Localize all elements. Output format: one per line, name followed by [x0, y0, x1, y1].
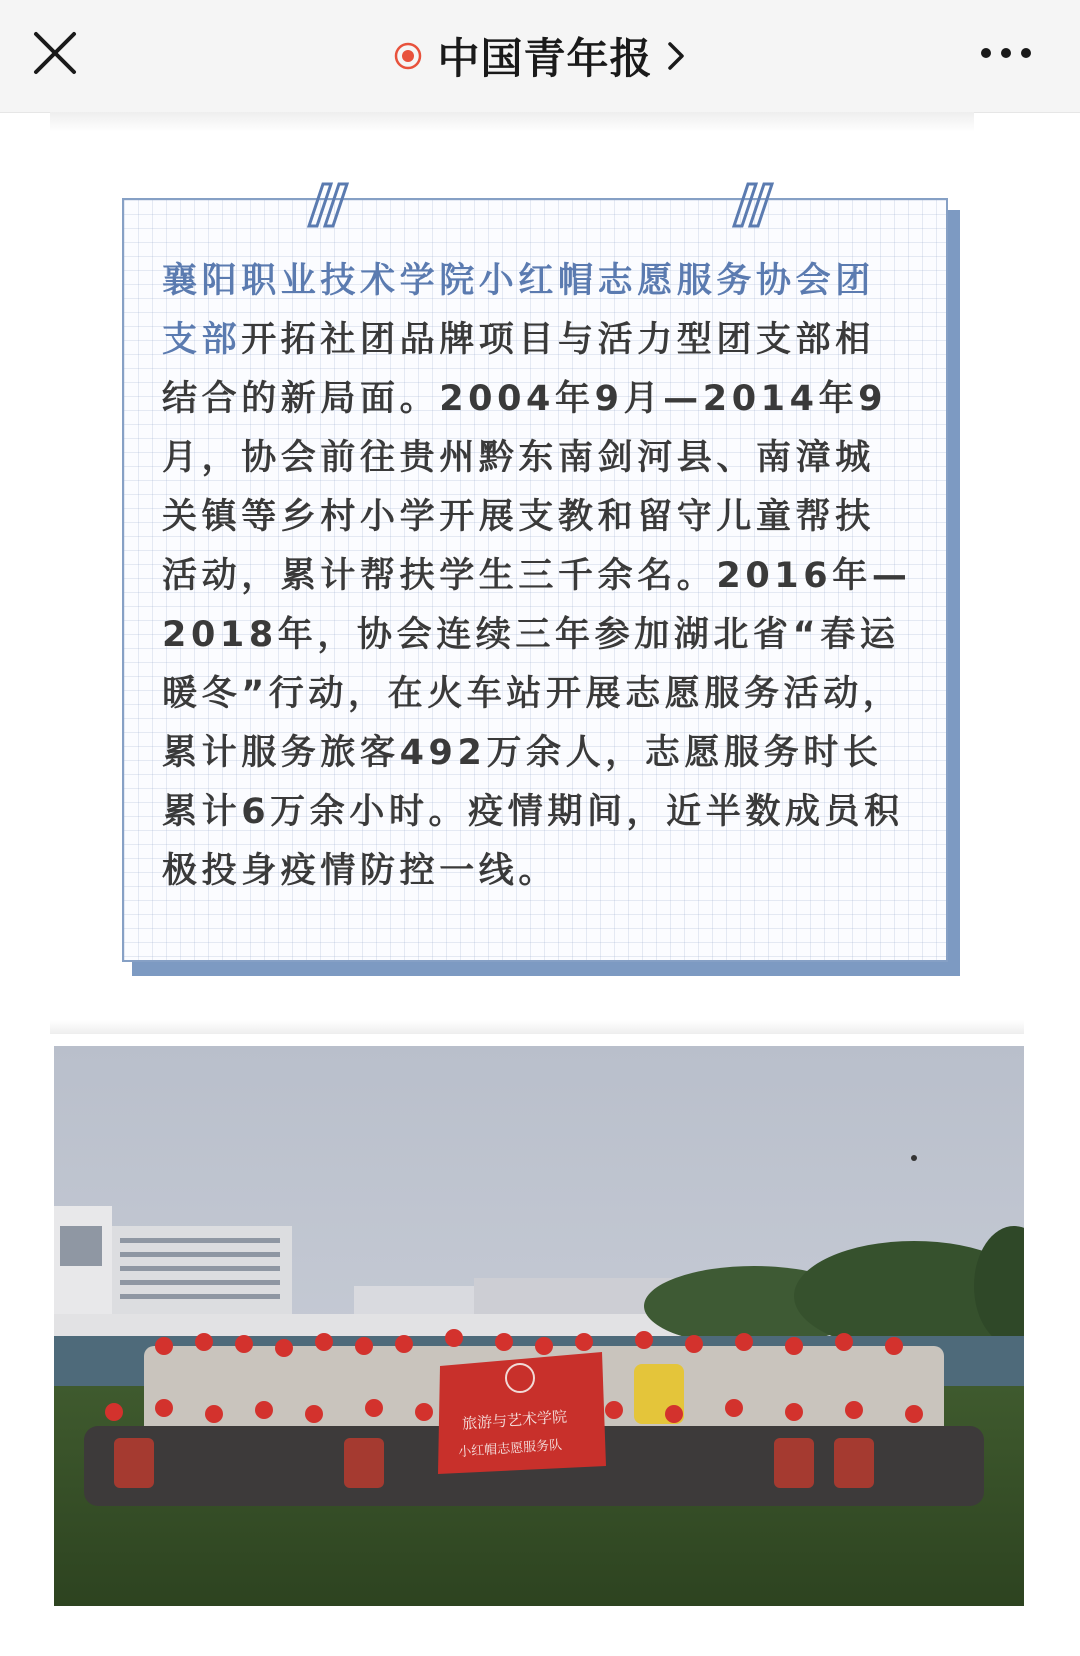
article-body: 开拓社团品牌项目与活力型团支部相结合的新局面。2004年9月—2014年9月，协会前往贵州黔东南剑河县、南漳城关镇等乡村小学开展支教和留守儿童帮扶活动，累计帮扶学生三千余名。2016年—2018年，协会连续三年参加湖北省“春运暖冬”行动，在火车站开展志愿服务活动，累计服务旅客492万余人，志愿服务时长累计6万余小时。疫情期间，近半数成员积极投身疫情防控一线。	[162, 320, 912, 891]
header-shadow	[50, 112, 974, 132]
more-button[interactable]	[978, 36, 1034, 70]
slash-decoration-icon	[305, 182, 355, 228]
article-paragraph	[162, 252, 912, 901]
top-bar	[0, 0, 1080, 113]
account-link[interactable]	[393, 26, 686, 86]
brand-dot-icon	[393, 41, 423, 71]
group-photo[interactable]	[54, 1046, 1024, 1606]
more-icon	[978, 36, 1034, 70]
banner-text-line1: 旅游与艺术学院	[461, 1407, 568, 1433]
group-photo-image	[54, 1046, 1024, 1606]
photo-shadow	[50, 1020, 1024, 1034]
banner-text-line2: 小红帽志愿服务队	[457, 1437, 563, 1461]
page-title: 中国青年报	[437, 34, 653, 83]
highlighted-org-name: 襄阳职业技术学院小红帽志愿服务协会团支部	[162, 261, 875, 360]
title-area	[0, 26, 1080, 86]
slash-decoration-icon	[730, 182, 780, 228]
chevron-right-icon	[665, 39, 687, 73]
